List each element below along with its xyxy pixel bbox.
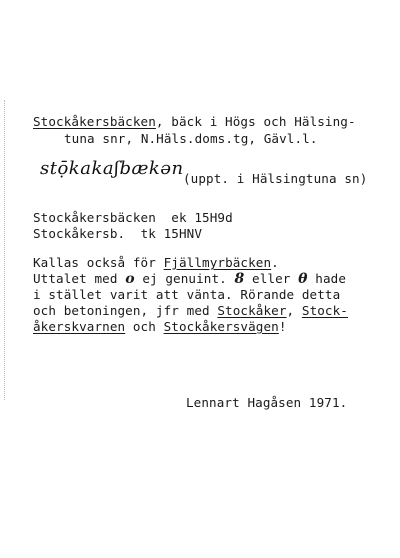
ref-code: ek 15H9d — [171, 210, 233, 225]
note-line-1 — [33, 255, 279, 271]
headword: Stockåkersbäcken — [33, 114, 156, 129]
entry-line-2 — [64, 131, 318, 147]
phonetic-symbol: θ — [298, 271, 308, 287]
ref-link-stockaker: Stockåker — [217, 303, 287, 318]
note-text: eller — [244, 271, 299, 286]
signature: Lennart Hagåsen 1971. — [186, 395, 348, 410]
note-text: Kallas också för — [33, 255, 164, 270]
ref-link-stockakerskvarnen-start: Stock- — [301, 303, 348, 318]
ref-name: Stockåkersb. — [33, 226, 126, 241]
note-line-3: i stället varit att vänta. Rörande detta — [33, 287, 341, 302]
note-line-5 — [33, 319, 287, 335]
ref-row-1 — [33, 210, 233, 226]
note-text: Uttalet med — [33, 271, 126, 286]
note-text: ! — [278, 319, 287, 334]
phonetic-symbol: o — [125, 271, 135, 287]
note-text: och — [125, 319, 164, 334]
phonetic-transcription: stọ̄kakaʃbækən — [40, 158, 184, 179]
ref-link-fjallmyrbacken: Fjällmyrbäcken — [163, 255, 272, 270]
phonetic-symbol: 8 — [234, 271, 245, 287]
note-line-2 — [33, 271, 346, 287]
ref-link-stockakersvagen: Stockåkersvägen — [163, 319, 279, 334]
entry-line-1 — [33, 114, 356, 130]
entry-description: , bäck i Högs och Hälsing- — [155, 114, 356, 129]
ref-code: tk 15HNV — [140, 226, 203, 241]
ref-row-2 — [33, 226, 202, 242]
note-text: ej genuint. — [134, 271, 235, 286]
edge-marks — [4, 100, 7, 400]
note-text: och betoningen, jfr med — [33, 303, 218, 318]
phonetic-note: (uppt. i Hälsingtuna sn) — [183, 171, 368, 186]
ref-name: Stockåkersbäcken — [33, 210, 156, 225]
note-line-4 — [33, 303, 348, 319]
note-text: hade — [307, 271, 347, 286]
note-text: , — [286, 303, 302, 318]
note-text: . — [271, 255, 279, 270]
entry-location: tuna snr, N.Häls.doms.tg, Gävl.l. — [64, 131, 318, 146]
ref-link-stockakerskvarnen-end: åkerskvarnen — [33, 319, 126, 334]
